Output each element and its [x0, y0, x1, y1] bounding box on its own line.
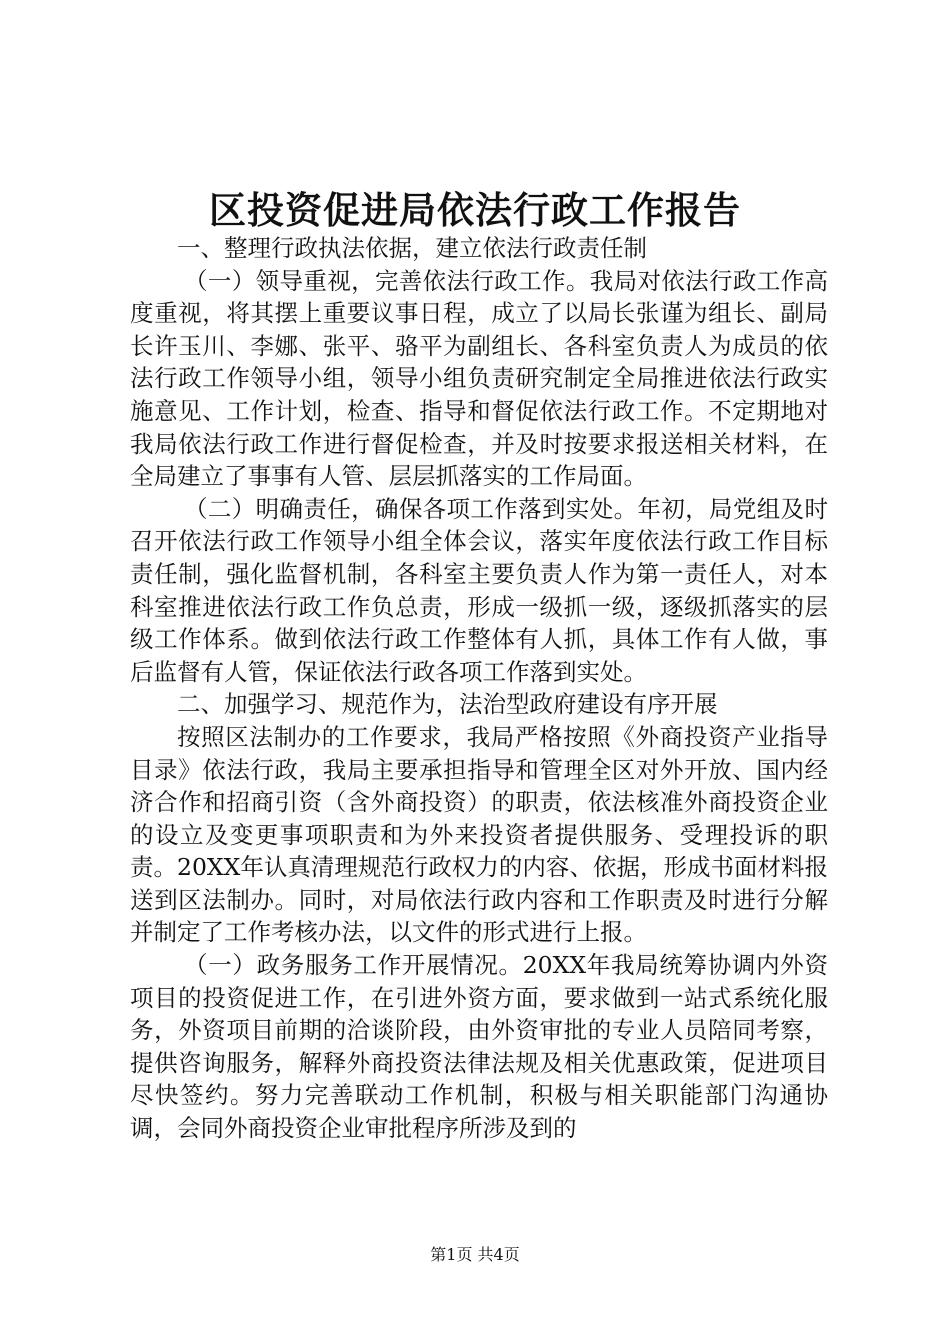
section-heading-1: 一、整理行政执法依据，建立依法行政责任制: [177, 234, 647, 262]
paragraph: （一）政务服务工作开展情况。20XX年我局统筹协调内外资项目的投资促进工作，在引进外资方面，要求做到一站式系统化服务，外资项目前期的洽谈阶段，由外资审批的专业人员陪同考察，提供咨询服务，解释外商投资法律法规及相关优惠政策，促进项目尽快签约。努力完善联动工作机制，积极与相关职能部门沟通协调，会同外商投资企业审批程序所涉及到的: [130, 951, 828, 1143]
paragraph: （二）明确责任，确保各项工作落到实处。年初，局党组及时召开依法行政工作领导小组全体会议，落实年度依法行政工作目标责任制，强化监督机制，各科室主要负责人作为第一责任人，对本科室推进依法行政工作负总责，形成一级抓一级，逐级抓落实的层级工作体系。做到依法行政工作整体有人抓，具体工作有人做，事后监督有人管，保证依法行政各项工作落到实处。: [130, 494, 828, 686]
page-footer: 第1页 共4页: [430, 1245, 520, 1264]
document-body: [130, 232, 828, 1145]
paragraph: （一）领导重视，完善依法行政工作。我局对依法行政工作高度重视，将其摆上重要议事日程，成立了以局长张谨为组长、副局长许玉川、李娜、张平、骆平为副组长、各科室负责人为成员的依法行政工作领导小组，领导小组负责研究制定全局推进依法行政实施意见、工作计划，检查、指导和督促依法行政工作。不定期地对我局依法行政工作进行督促检查，并及时按要求报送相关材料，在全局建立了事事有人管、层层抓落实的工作局面。: [130, 266, 828, 491]
paragraph: 按照区法制办的工作要求，我局严格按照《外商投资产业指导目录》依法行政，我局主要承担指导和管理全区对外开放、国内经济合作和招商引资（含外商投资）的职责，依法核准外商投资企业的设立及变更事项职责和为外来投资者提供服务、受理投诉的职责。20XX年认真清理规范行政权力的内容、依据，形成书面材料报送到区法制办。同时，对局依法行政内容和工作职责及时进行分解并制定了工作考核办法，以文件的形式进行上报。: [130, 722, 828, 947]
section-heading-2: 二、加强学习、规范作为，法治型政府建设有序开展: [177, 690, 718, 719]
document-title: 区投资促进局依法行政工作报告: [209, 188, 741, 232]
